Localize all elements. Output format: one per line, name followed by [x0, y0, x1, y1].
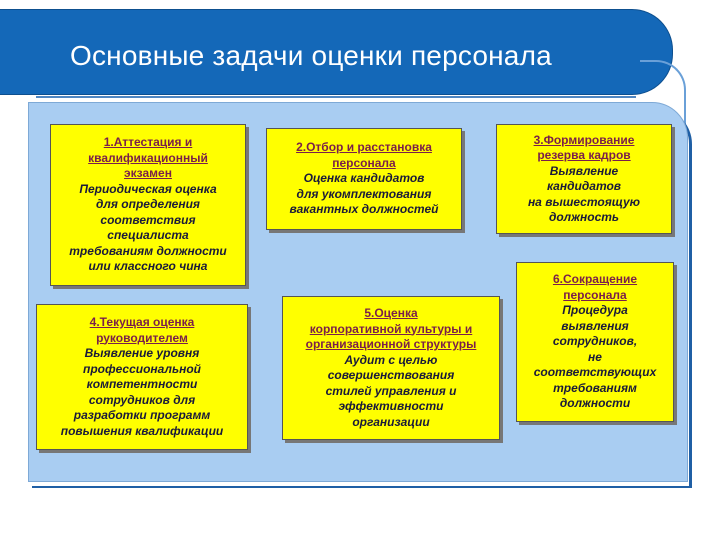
box-body-line: эффективности [338, 399, 444, 413]
box-body-line: кандидатов [546, 179, 622, 193]
box-heading-line: 3.Формирование [533, 132, 635, 147]
box-body-line: вакантных должностей [289, 202, 439, 217]
box-body-line: Выявление уровня [84, 346, 200, 360]
box-body-line: не [588, 349, 602, 364]
box-heading-line: экзамен [124, 166, 172, 181]
box-body-line: стилей управления и [325, 383, 457, 398]
box-heading-line: 5.Оценка [364, 306, 418, 320]
title-bar [0, 10, 672, 94]
box-body-line: Оценка кандидатов [303, 171, 425, 186]
box-body-line: для укомплектования [296, 186, 432, 201]
box-body-line: организации [352, 414, 430, 429]
box-body-line: требованиям [553, 380, 637, 395]
box-heading-line: 6.Сокращение [552, 272, 638, 287]
box-body-line: Периодическая оценка [79, 181, 217, 196]
box-body-line: Выявление [549, 163, 619, 178]
task-box-reserve [496, 124, 672, 234]
box-heading-line: персонала [332, 155, 396, 170]
box-body-line: или классного чина [88, 259, 208, 274]
page-title: Основные задачи оценки персонала [70, 40, 552, 71]
box-body-line: должности [559, 396, 631, 411]
box-body-line: сотрудников, [552, 334, 638, 349]
box-body-line: требованиям должности [69, 243, 227, 258]
task-box-selection [266, 128, 462, 230]
box-body-line: соответствия [100, 212, 196, 227]
box-body-line: Аудит с целью [344, 352, 438, 367]
task-box-current-assessment [36, 304, 248, 450]
box-heading-line: квалификационный [88, 150, 208, 165]
box-body-line: Процедура [562, 303, 628, 318]
box-body-line: соответствующих [533, 365, 657, 380]
box-body-line: повышения квалификации [60, 423, 224, 438]
box-heading-line: резерва кадров [537, 148, 631, 162]
box-body-line: разработки программ [73, 408, 211, 422]
box-body-line: выявления [561, 318, 629, 333]
divider-line [36, 96, 636, 98]
box-body-line: компетентности [86, 377, 198, 391]
box-body-line: должность [548, 210, 620, 224]
box-heading-line: 4.Текущая оценка [89, 315, 195, 329]
box-heading-line: организационной структуры [305, 337, 477, 351]
box-body-line: на вышестоящую [527, 194, 641, 209]
box-body-line: специалиста [107, 228, 189, 243]
box-body-line: сотрудников для [88, 392, 196, 407]
box-heading-line: персонала [563, 287, 627, 302]
box-heading-line: 2.Отбор и расстановка [296, 140, 432, 155]
box-heading-line: руководителем [96, 330, 188, 345]
task-box-corporate-culture [282, 296, 500, 440]
box-body-line: для определения [96, 197, 200, 212]
box-body-line: совершенствования [327, 368, 455, 382]
task-box-downsizing [516, 262, 674, 422]
box-heading-line: 1.Аттестация и [103, 135, 193, 150]
box-body-line: профессиональной [82, 361, 201, 376]
box-heading-line: корпоративной культуры и [309, 321, 473, 336]
task-box-attestation [50, 124, 246, 286]
